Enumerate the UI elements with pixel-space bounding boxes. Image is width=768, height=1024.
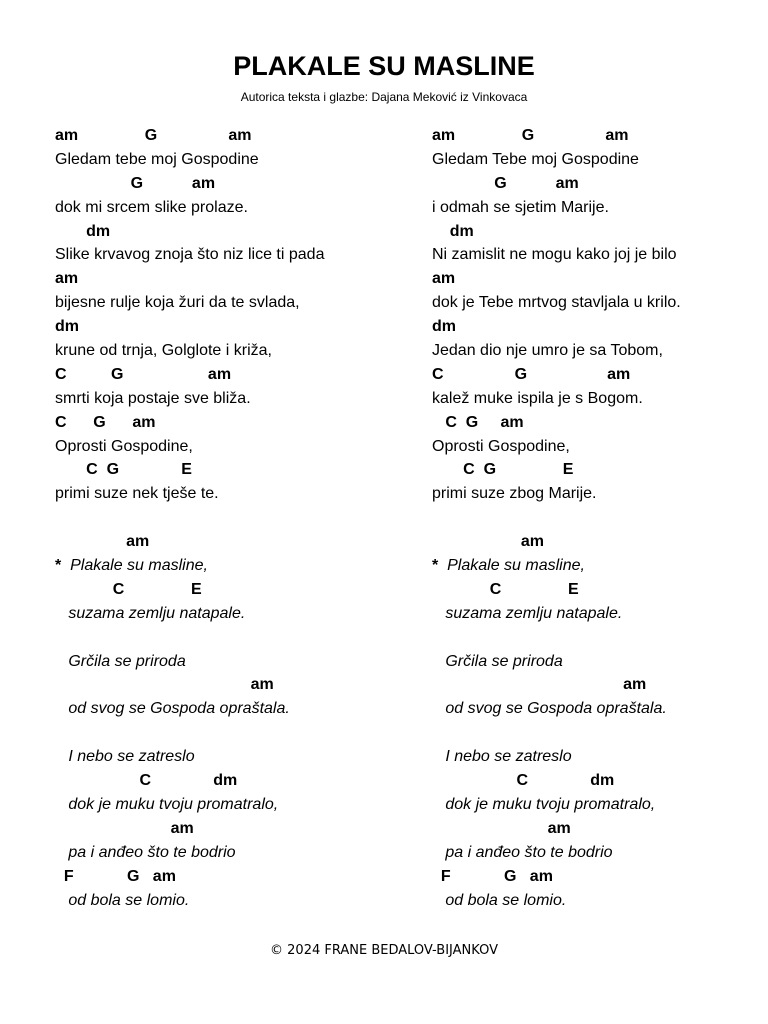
line-text: dm (55, 318, 79, 336)
chorus-line (55, 554, 415, 578)
song-title: PLAKALE SU MASLINE (233, 51, 535, 81)
line-text: am (432, 533, 545, 551)
lyric-line (55, 482, 415, 506)
chord-line (55, 769, 415, 793)
line-text: am (432, 676, 647, 694)
chord-line (55, 578, 415, 602)
lyric-line (432, 243, 768, 267)
chord-line (432, 267, 768, 291)
line-text: Ni zamislit ne mogu kako joj je bilo (432, 246, 677, 264)
line-text: i odmah se sjetim Marije. (432, 198, 609, 216)
line-text: C G E (55, 461, 192, 479)
line-text: Oprosti Gospodine, (55, 437, 193, 455)
chord-line (55, 817, 415, 841)
line-text: primi suze nek tješe te. (55, 485, 219, 503)
blank-line (432, 721, 768, 745)
chorus-line (55, 793, 415, 817)
blank-line (55, 626, 415, 650)
chorus-line (432, 650, 768, 674)
left-verse-column (55, 124, 415, 912)
line-text: G am (55, 174, 216, 192)
line-text: F G am (432, 867, 553, 885)
chord-line (55, 315, 415, 339)
line-text: Plakale su masline, (61, 557, 208, 575)
line-text: am (55, 819, 194, 837)
chord-line (432, 363, 768, 387)
line-text: pa i anđeo što te bodrio (55, 843, 236, 861)
blank-line (432, 626, 768, 650)
chord-line (432, 220, 768, 244)
lyric-line (432, 196, 768, 220)
chorus-line (55, 650, 415, 674)
chorus-line (55, 841, 415, 865)
chord-line (55, 865, 415, 889)
line-text: od bola se lomio. (432, 891, 567, 909)
line-text: am (55, 533, 150, 551)
chorus-marker: * (55, 557, 62, 575)
line-text: krune od trnja, Golglote i križa, (55, 342, 272, 360)
line-text: dok je muku tvoju promatralo, (432, 795, 656, 813)
line-text: od svog se Gospoda opraštala. (55, 700, 290, 718)
line-text: primi suze zbog Marije. (432, 485, 597, 503)
lyric-line (432, 387, 768, 411)
line-text: Grčila se priroda (432, 652, 563, 670)
line-text: smrti koja postaje sve bliža. (55, 389, 251, 407)
chord-line (432, 865, 768, 889)
lyric-line (55, 435, 415, 459)
chorus-line (55, 889, 415, 913)
chorus-line (432, 745, 768, 769)
chorus-line (432, 602, 768, 626)
line-text: am (432, 270, 456, 288)
chorus-line (432, 889, 768, 913)
lyric-line (432, 482, 768, 506)
lyric-line (432, 339, 768, 363)
line-text: Grčila se priroda (55, 652, 186, 670)
line-text: am (432, 819, 571, 837)
chord-line (432, 172, 768, 196)
blank-line (55, 721, 415, 745)
lyric-line (432, 291, 768, 315)
line-text: Plakale su masline, (438, 557, 585, 575)
chord-line (432, 124, 768, 148)
chord-line (432, 411, 768, 435)
chord-line (55, 124, 415, 148)
line-text: C G E (432, 461, 574, 479)
line-text: C G am (55, 365, 232, 383)
line-text: Jedan dio nje umro je sa Tobom, (432, 342, 663, 360)
chord-line (55, 673, 415, 697)
line-text: C G am (432, 365, 631, 383)
line-text: I nebo se zatreslo (55, 748, 195, 766)
chorus-marker: * (432, 557, 439, 575)
chord-line (55, 363, 415, 387)
chord-line (55, 458, 415, 482)
line-text: dok mi srcem slike prolaze. (55, 198, 248, 216)
line-text: C dm (55, 772, 238, 790)
chorus-line (55, 602, 415, 626)
line-text: G am (432, 174, 579, 192)
line-text: am (55, 676, 274, 694)
chord-line (55, 172, 415, 196)
line-text: I nebo se zatreslo (432, 748, 572, 766)
chorus-line (432, 554, 768, 578)
line-text: Slike krvavog znoja što niz lice ti pada (55, 246, 325, 264)
chord-line (432, 315, 768, 339)
line-text: kalež muke ispila je s Bogom. (432, 389, 643, 407)
line-text: C G am (432, 413, 524, 431)
line-text: am G am (432, 127, 629, 144)
copyright-footer: © 2024 FRANE BEDALOV-BIJANKOV (270, 943, 498, 958)
line-text: C G am (55, 413, 156, 431)
chord-line (55, 220, 415, 244)
line-text: C E (55, 580, 202, 598)
lyric-line (55, 196, 415, 220)
chorus-line (432, 793, 768, 817)
line-text: F G am (55, 867, 176, 885)
line-text: dm (432, 222, 474, 240)
line-text: dm (432, 318, 456, 336)
blank-line (55, 506, 415, 530)
blank-line (432, 506, 768, 530)
chord-line (55, 530, 415, 554)
chord-line (432, 530, 768, 554)
lyric-line (55, 387, 415, 411)
chorus-line (432, 697, 768, 721)
chord-line (432, 578, 768, 602)
chorus-line (55, 745, 415, 769)
chord-line (55, 411, 415, 435)
chorus-line (432, 841, 768, 865)
line-text: Gledam tebe moj Gospodine (55, 150, 259, 168)
line-text: Gledam Tebe moj Gospodine (432, 150, 639, 168)
lyric-line (55, 339, 415, 363)
lyric-line (432, 148, 768, 172)
right-verse-column (432, 124, 768, 912)
lyric-line (55, 243, 415, 267)
line-text: C E (432, 580, 579, 598)
line-text: bijesne rulje koja žuri da te svlada, (55, 294, 300, 312)
line-text: am (55, 270, 79, 288)
line-text: dm (55, 222, 111, 240)
chord-line (432, 673, 768, 697)
line-text: dok je Tebe mrtvog stavljala u krilo. (432, 294, 681, 312)
line-text: am G am (55, 127, 252, 144)
lyric-line (55, 291, 415, 315)
chord-line (55, 267, 415, 291)
line-text: suzama zemlju natapale. (432, 604, 623, 622)
chord-line (432, 458, 768, 482)
line-text: Oprosti Gospodine, (432, 437, 570, 455)
author-credit: Autorica teksta i glazbe: Dajana Meković iz Vinkovaca (240, 90, 528, 104)
chorus-line (55, 697, 415, 721)
lyric-line (55, 148, 415, 172)
chord-line (432, 817, 768, 841)
line-text: dok je muku tvoju promatralo, (55, 795, 279, 813)
line-text: suzama zemlju natapale. (55, 604, 246, 622)
line-text: pa i anđeo što te bodrio (432, 843, 613, 861)
line-text: od bola se lomio. (55, 891, 190, 909)
line-text: od svog se Gospoda opraštala. (432, 700, 667, 718)
chord-line (432, 769, 768, 793)
lyric-line (432, 435, 768, 459)
line-text: C dm (432, 772, 615, 790)
